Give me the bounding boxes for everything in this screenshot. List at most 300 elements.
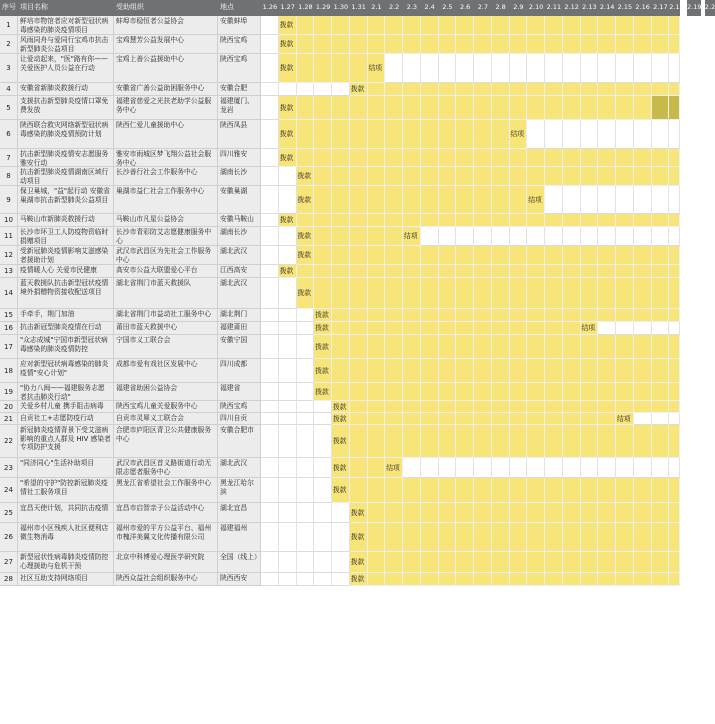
timeline-filled-cell [350,54,368,83]
timeline-filled-cell [474,523,492,552]
timeline-filled-cell [598,149,616,167]
timeline-filled-cell [545,16,563,35]
header-organization: 受助组织 [114,0,218,16]
timeline-filled-cell [527,246,545,265]
timeline-filled-cell [581,573,599,586]
timeline-filled-cell [669,552,680,573]
timeline-filled-cell [581,16,599,35]
timeline-status-label: 结项 [510,130,525,139]
timeline-status-label: 结项 [404,232,418,241]
timeline-cell [261,425,279,458]
timeline-cell [297,335,315,359]
header-date: 2.7 [474,0,492,16]
timeline-filled-cell [598,214,616,227]
timeline-filled-cell [669,523,680,552]
timeline-filled-cell [510,149,528,167]
timeline-filled-cell [634,167,652,186]
timeline-filled-cell [421,503,439,523]
timeline-cell [581,186,599,214]
timeline-filled-cell [616,96,634,120]
timeline-filled-cell [492,478,510,503]
timeline-filled-cell [403,309,421,322]
timeline-filled-cell [456,309,474,322]
timeline-filled-cell [350,246,368,265]
header-date: 2.5 [439,0,457,16]
timeline-filled-cell [581,413,599,425]
timeline-filled-cell [332,278,350,309]
timeline-filled-cell [492,309,510,322]
timeline-status-label: 拨款 [333,402,347,411]
timeline-filled-cell [545,573,563,586]
timeline-filled-cell [598,425,616,458]
timeline-filled-cell [385,383,403,401]
timeline-filled-cell [616,167,634,186]
timeline-filled-cell [563,96,581,120]
timeline-filled-cell [492,265,510,278]
timeline-status-label: 拨款 [297,251,312,260]
header-date: 2.18 [669,0,680,16]
timeline-status-label: 拨款 [279,267,294,276]
timeline-filled-cell [456,359,474,383]
timeline-filled-cell [652,401,670,413]
timeline-filled-cell [439,149,457,167]
timeline-filled-cell [350,186,368,214]
timeline-cell [332,83,350,96]
location: 湖南长沙 [218,227,261,246]
timeline-cell [279,335,297,359]
timeline-filled-cell [581,265,599,278]
timeline-cell [545,54,563,83]
timeline-filled-cell [563,246,581,265]
timeline-filled-cell [403,35,421,54]
timeline-filled-cell [492,359,510,383]
timeline-cell [474,458,492,478]
timeline-status-label: 结项 [386,463,400,472]
organization: 宝鸡上善公益援助中心 [114,54,218,83]
header-date: 2.16 [634,0,652,16]
timeline-filled-cell [492,186,510,214]
timeline-cell [669,458,680,478]
timeline-status-label: 拨款 [279,21,294,30]
timeline-filled-cell [598,265,616,278]
timeline-filled-cell [421,383,439,401]
timeline-filled-cell [474,552,492,573]
timeline-cell [314,552,332,573]
timeline-cell [314,425,332,458]
organization: 长沙市青彩防艾志愿健康服务中心 [114,227,218,246]
timeline-filled-cell [510,425,528,458]
timeline-filled-cell [456,214,474,227]
timeline-filled-cell [581,425,599,458]
timeline-filled-cell [510,246,528,265]
timeline-cell [652,227,670,246]
timeline-filled-cell [385,573,403,586]
row-number: 7 [0,149,18,167]
organization: 巢湖市益仁社会工作服务中心 [114,186,218,214]
timeline-filled-cell [581,35,599,54]
timeline-cell [510,54,528,83]
timeline-filled-cell [403,552,421,573]
timeline-status-label: 拨款 [279,216,294,225]
timeline-cell [261,278,279,309]
timeline-cell [314,523,332,552]
project-name: 应对新型冠状病毒感染的肺炎疫情"安心计划" [18,359,114,383]
timeline-filled-cell [634,16,652,35]
timeline-filled-cell [332,54,350,83]
organization: 宁国市义工联合会 [114,335,218,359]
timeline-cell [261,503,279,523]
timeline-filled-cell [563,523,581,552]
timeline-cell [297,322,315,335]
timeline-cell [581,458,599,478]
header-date: 2.2 [385,0,403,16]
timeline-filled-cell [456,478,474,503]
timeline-cell [261,265,279,278]
timeline-filled-cell [527,552,545,573]
timeline-filled-cell [492,96,510,120]
timeline-filled-cell [634,359,652,383]
timeline-cell [527,54,545,83]
timeline-filled-cell [510,359,528,383]
timeline-filled-cell [563,214,581,227]
timeline-filled-cell [527,35,545,54]
timeline-cell [279,458,297,478]
timeline-filled-cell [332,246,350,265]
timeline-filled-cell [474,149,492,167]
timeline-filled-cell [439,246,457,265]
timeline-filled-cell [385,413,403,425]
timeline-filled-cell [368,96,386,120]
timeline-cell [474,227,492,246]
organization: 陕西仁爱儿童援助中心 [114,120,218,149]
project-name: 长沙市环卫工人防疫物资临时捐赠项目 [18,227,114,246]
timeline-filled-cell [403,16,421,35]
timeline-cell [314,401,332,413]
timeline-filled-cell [598,401,616,413]
location: 四川成都 [218,359,261,383]
header-date: 2.11 [545,0,563,16]
timeline-filled-cell [474,573,492,586]
timeline-cell [492,458,510,478]
timeline-filled-cell [456,149,474,167]
organization: 合肥市庐阳区青卫公共健康服务中心 [114,425,218,458]
timeline-filled-cell [421,167,439,186]
timeline-filled-cell [385,552,403,573]
project-name: 蓝天救援队抗击新型冠状疫情境外捐赠物资接收配送项目 [18,278,114,309]
timeline-filled-cell [634,573,652,586]
timeline-filled-cell [634,523,652,552]
project-name: 抗击新冠型肺炎疫情在行动 [18,322,114,335]
header-date: 2.3 [403,0,421,16]
location: 湖南长沙 [218,167,261,186]
timeline-filled-cell [403,214,421,227]
timeline-filled-cell [456,16,474,35]
timeline-status-label: 拨款 [297,195,312,204]
timeline-filled-cell [581,383,599,401]
timeline-filled-cell [652,425,670,458]
timeline-status-label: 拨款 [315,311,329,320]
timeline-filled-cell [456,83,474,96]
timeline-filled-cell [563,322,581,335]
timeline-filled-cell [314,16,332,35]
timeline-filled-cell [563,335,581,359]
timeline-filled-cell [332,214,350,227]
timeline-filled-cell [545,322,563,335]
header-date: 1.31 [350,0,368,16]
header-date: 2.15 [616,0,634,16]
row-number: 16 [0,322,18,335]
timeline-cell [279,425,297,458]
timeline-filled-cell [421,16,439,35]
project-name: 福州市小区残疾人社区便利店微生物消毒 [18,523,114,552]
timeline-filled-cell [474,120,492,149]
timeline-filled-cell [368,309,386,322]
timeline-cell [261,214,279,227]
organization: 武汉市武昌区为先社会工作服务中心 [114,246,218,265]
timeline-cell [279,383,297,401]
timeline-filled-cell [581,246,599,265]
timeline-status-label: 拨款 [350,575,365,584]
organization: 宜昌市启智亲子公益活动中心 [114,503,218,523]
timeline-filled-cell [563,413,581,425]
organization: 福州市爱的平方公益平台、福州市槐洋美翼文化传播有限公司 [114,523,218,552]
timeline-filled-cell [492,401,510,413]
timeline-cell [616,458,634,478]
timeline-filled-cell [456,503,474,523]
timeline-filled-cell [439,35,457,54]
timeline-filled-cell [545,503,563,523]
timeline-filled-cell [474,83,492,96]
timeline-status-label: 拨款 [279,153,294,162]
timeline-filled-cell [634,149,652,167]
organization: 莆田市蓝天救援中心 [114,322,218,335]
timeline-filled-cell [385,167,403,186]
timeline-cell [279,401,297,413]
timeline-filled-cell [403,278,421,309]
timeline-filled-cell [421,96,439,120]
location: 福建福州 [218,523,261,552]
timeline-filled-cell [385,265,403,278]
timeline-filled-cell [581,214,599,227]
timeline-filled-cell [492,425,510,458]
timeline-cell [669,120,680,149]
timeline-filled-cell [492,335,510,359]
timeline-filled-cell [669,383,680,401]
timeline-filled-cell [439,552,457,573]
header-date: 1.29 [314,0,332,16]
timeline-filled-cell [545,35,563,54]
timeline-status-label: 结项 [528,195,542,204]
timeline-filled-cell [616,149,634,167]
timeline-filled-cell [669,278,680,309]
timeline-filled-cell [421,120,439,149]
timeline-cell [616,322,634,335]
timeline-filled-cell [385,278,403,309]
timeline-filled-cell [314,265,332,278]
location: 全国（线上） [218,552,261,573]
timeline-filled-cell [332,35,350,54]
header-date: 1.28 [297,0,315,16]
organization: 长沙善行社会工作服务中心 [114,167,218,186]
timeline-filled-cell [616,16,634,35]
timeline-filled-cell [669,573,680,586]
timeline-filled-cell [403,383,421,401]
timeline-cell [279,552,297,573]
timeline-filled-cell [669,503,680,523]
timeline-filled-cell [510,309,528,322]
timeline-cell [332,552,350,573]
timeline-status-label: 拨款 [350,85,365,94]
timeline-filled-cell [350,383,368,401]
timeline-filled-cell [368,149,386,167]
location: 陕西宝鸡 [218,401,261,413]
timeline-filled-cell [581,359,599,383]
timeline-filled-cell [545,478,563,503]
timeline-cell [652,186,670,214]
timeline-filled-cell [563,573,581,586]
timeline-cell [598,54,616,83]
organization: 陕西宝鸡儿童关爱服务中心 [114,401,218,413]
location: 湖北武汉 [218,278,261,309]
timeline-filled-cell [616,214,634,227]
timeline-cell [261,359,279,383]
timeline-cell [598,458,616,478]
timeline-filled-cell [652,552,670,573]
timeline-filled-cell [368,478,386,503]
organization: 蚌埠市稳恒者公益协会 [114,16,218,35]
timeline-filled-cell [616,278,634,309]
timeline-cell [314,478,332,503]
organization: 陕西众益社会组织服务中心 [114,573,218,586]
timeline-filled-cell [421,523,439,552]
timeline-filled-cell [403,246,421,265]
row-number: 17 [0,335,18,359]
timeline-filled-cell [510,35,528,54]
timeline-status-label: 拨款 [279,130,294,139]
row-number: 6 [0,120,18,149]
timeline-filled-cell [634,425,652,458]
timeline-filled-cell [669,16,680,35]
header-date: 2.9 [510,0,528,16]
timeline-filled-cell [474,265,492,278]
timeline-filled-cell [652,523,670,552]
timeline-cell [652,458,670,478]
timeline-filled-cell [350,120,368,149]
timeline-cell [279,167,297,186]
timeline-filled-cell [456,167,474,186]
timeline-filled-cell [385,83,403,96]
timeline-status-label: 拨款 [333,486,347,495]
organization: 福建省慈爱之光扶老助学公益服务中心 [114,96,218,120]
project-name: 受新冠肺炎疫情影响艾滋感染者援助计划 [18,246,114,265]
timeline-filled-cell [616,503,634,523]
timeline-filled-cell [314,96,332,120]
timeline-cell [403,54,421,83]
timeline-cell [297,83,315,96]
timeline-filled-cell [439,413,457,425]
timeline-cell [439,227,457,246]
timeline-filled-cell [669,214,680,227]
project-name: 关爱乡村儿童 携手阻击病毒 [18,401,114,413]
timeline-filled-cell [368,227,386,246]
timeline-cell [545,458,563,478]
timeline-cell [527,227,545,246]
timeline-filled-cell [421,149,439,167]
timeline-filled-cell [510,16,528,35]
timeline-filled-cell [456,335,474,359]
timeline-filled-cell [368,359,386,383]
timeline-filled-cell [439,96,457,120]
timeline-cell [279,83,297,96]
timeline-filled-cell [634,335,652,359]
timeline-filled-cell [474,186,492,214]
timeline-filled-cell [439,503,457,523]
timeline-filled-cell [385,35,403,54]
timeline-filled-cell [439,83,457,96]
timeline-filled-cell [350,35,368,54]
timeline-filled-cell [616,335,634,359]
project-name: "希望的守护"防控新冠肺炎疫情社工服务项目 [18,478,114,503]
timeline-cell [616,54,634,83]
timeline-cell [616,120,634,149]
timeline-filled-cell [527,401,545,413]
timeline-filled-cell [421,552,439,573]
timeline-cell [510,458,528,478]
timeline-cell [261,96,279,120]
timeline-filled-cell [368,265,386,278]
timeline-filled-cell [510,186,528,214]
header-date: 2.17 [652,0,670,16]
timeline-filled-cell [368,401,386,413]
timeline-filled-cell [563,83,581,96]
timeline-filled-cell [474,413,492,425]
timeline-filled-cell [616,425,634,458]
timeline-filled-cell [510,503,528,523]
project-name: 马鞍山市新肺炎救援行动 [18,214,114,227]
timeline-filled-cell [545,278,563,309]
location: 陕西凤县 [218,120,261,149]
timeline-filled-cell [314,149,332,167]
timeline-filled-cell [545,552,563,573]
timeline-cell [563,186,581,214]
timeline-filled-cell [652,246,670,265]
organization: 高安市公益大联盟爱心平台 [114,265,218,278]
timeline-filled-cell [421,265,439,278]
timeline-filled-cell [527,309,545,322]
timeline-filled-cell [527,149,545,167]
timeline-cell [279,413,297,425]
project-name: 陕西联合救灾网络新型冠状病毒感染的肺炎疫情预防计划 [18,120,114,149]
timeline-filled-cell [474,383,492,401]
timeline-filled-cell [492,413,510,425]
timeline-filled-cell [368,413,386,425]
timeline-cell [652,322,670,335]
timeline-filled-cell [527,83,545,96]
timeline-cell [261,335,279,359]
timeline-filled-cell [314,35,332,54]
project-name: 支援抗击新型肺炎疫情口罩免费发放 [18,96,114,120]
timeline-filled-cell [439,359,457,383]
timeline-filled-cell [314,120,332,149]
timeline-cell [279,478,297,503]
project-name: 宜昌天使计划，共同抗击疫情 [18,503,114,523]
location: 湖北武汉 [218,458,261,478]
timeline-filled-cell [616,35,634,54]
timeline-filled-cell [492,83,510,96]
timeline-cell [261,309,279,322]
timeline-filled-cell [581,552,599,573]
row-number: 24 [0,478,18,503]
